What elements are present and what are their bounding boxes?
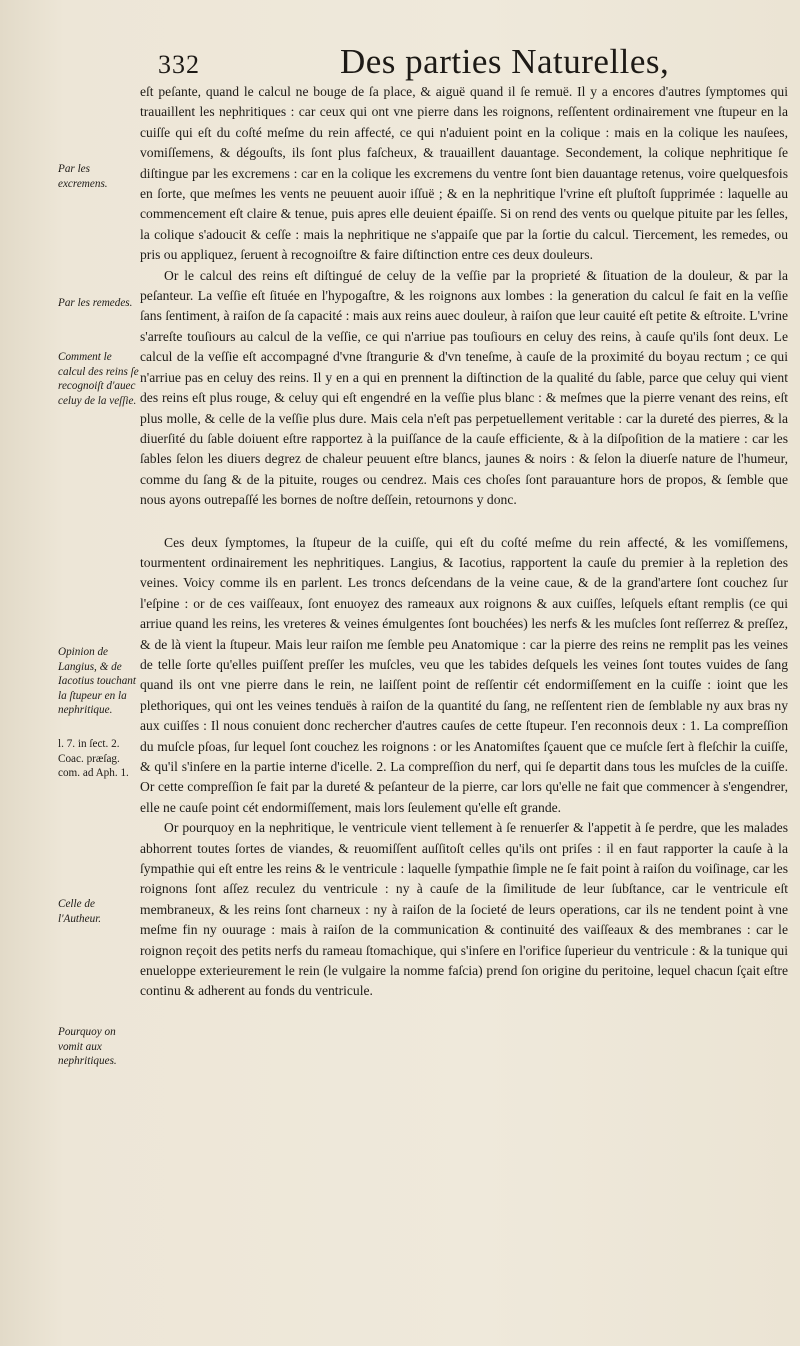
margin-note-excremens: Par les excremens.: [58, 163, 108, 190]
margin-note-calcul-reins: Comment le calcul des reins ſe recognoiſt d'auec celuy de la veſſie.: [58, 351, 139, 407]
margin-note-vomit: Pourquoy on vomit aux nephritiques.: [58, 1026, 117, 1067]
page-number: 332: [158, 50, 200, 79]
margin-note-reference: l. 7. in ſect. 2. Coac. præſag. com. ad Aph. 1.: [58, 738, 129, 779]
margin-note-remedes: Par les remedes.: [58, 297, 133, 309]
page-header: [150, 40, 670, 88]
running-title: Des parties Naturelles,: [340, 42, 670, 81]
paragraph: Or pourquoy en la nephritique, le ventricule vient tellement à ſe renuerſer & l'appetit à ſe perdre, que les malades abhorrent toutes ſortes de viandes, & reuomiſſent auſſitoſt celles qu'ils ont priſes : il en faut rapporter la cauſe à la ſympathie qui eſt entre les reins & le ventricule : laquelle ſympathie ſimple ne ſe fait point à raiſon du voiſinage, car les roignons ſont aſſez reculez du ventricule : ny à cauſe de la ſimilitude de leur ſubſtance, car le ventricule eſt membraneux, & les reins ſont charneux : ny à raiſon de la ſocieté de leurs operations, car ils ne tendent point à vne meſme fin ny ouurage : mais à raiſon de la communication & continuité des vaiſſeaux & des membranes : car le roignon reçoit des petits nerfs du rameau ſtomachique, qui s'inſere en l'orifice ſuperieur du ventricule : & la tunique qui enueloppe exterieurement le rein (le vulgaire la nomme faſcia) prend ſon origine du peritoine, lequel chacun ſçait eſtre continu & adherent au fonds du ventricule.: [140, 820, 788, 999]
paragraph: eſt peſante, quand le calcul ne bouge de ſa place, & aiguë quand il ſe remuë. Il y a encores d'autres ſymptomes qui trauaillent les nephritiques : car ceux qui ont vne pierre dans les roignons, reſſentent ordinairement vne ſtupeur en la cuiſſe qui eſt du coſté meſme du rein affecté, ce qui n'aduient point en la colique : mais en la colique les nauſees, vomiſſemens, & dégouſts, ils ſont plus faſcheux, & trauaillent dauantage. Secondement, la colique nephritique ſe diſtingue par les excremens : car en la colique les excremens du ventre ſont bien dauantage retenus, voire quelquesfois en ſorte, que meſmes les vents ne peuuent auoir iſſuë ; & en la nephritique l'vrine eſt pluſtoſt ſupprimée : laquelle au commencement eſt claire & tenue, puis apres elle deuient épaiſſe. Si on rend des vents ou quelque pituite par les ſelles, la colique s'adoucit & ceſſe : mais la nephritique ne s'appaiſe que par la ſortie du calcul. Tiercement, les remedes, ou pris ou appliquez, ſeruent à recognoiſtre & faire diſtinction entre ces deux douleurs.: [140, 84, 788, 263]
main-text: [140, 82, 788, 1002]
paragraph: Or le calcul des reins eſt diſtingué de celuy de la veſſie par la proprieté & ſituation de la douleur, & par la peſanteur. La veſſie eſt ſituée en l'hypogaſtre, & les roignons aux lombes : la generation du calcul ſe fait en la veſſie ſans ſentiment, à raiſon de ſa capacité : mais aux reins auec douleur, à raiſon que leur cauité eſt petite & eſtroite. L'vrine s'arreſte touſiours au calcul de la veſſie, ce qui n'arriue pas touſiours en celuy des reins, à cauſe qu'ils ſont deux. Le calcul de la veſſie eſt accompagné d'vne ſtrangurie & d'vn teneſme, à cauſe de la proximité du boyau rectum ; ce qui n'arriue pas en celuy des reins. Il y en a qui en prennent la diſtinction de la qualité du ſable, parce que celuy qui vient des reins eſt plus rouge, & celuy qui eſt engendré en la veſſie plus blanc : & meſmes que la pierre venant des reins, eſt plus molle, & celle de la veſſie plus dure. Mais cela n'eſt pas perpetuellement veritable : car la dureté des pierres, & la diuerſité du ſable doiuent eſtre rapportez à la puiſſance de la cauſe efficiente, & à la diſpoſition de la matiere : car les ſables ſelon les diuers degrez de chaleur peuuent eſtre blancs, jaunes & noirs : & ſelon la diuerſe nature de l'humeur, comme du ſang & de la pituite, rouges ou cendrez. Mais ces choſes ſont parauanture hors de propos, & ſemble que nous ayons outrepaſſé les bornes de noſtre deſſein, retournons y donc.: [140, 267, 788, 508]
paragraph: Ces deux ſymptomes, la ſtupeur de la cuiſſe, qui eſt du coſté meſme du rein affecté, & les vomiſſemens, tourmentent ordinairement les nephritiques. Langius, & Iacotius, rapportent la cauſe du premier à la repletion des veines. Voicy comme ils en parlent. Les troncs deſcendans de la veine caue, & de la grand'artere ſont couchez ſur l'eſpine : or de ces vaiſſeaux, ſont enuoyez des rameaux aux roignons & aux cuiſſes, leſquels eſtant remplis (ce qui arriue quand les reins, les vreteres & veines émulgentes ſont bouchées) les nerfs & les muſcles ſont reſſerrez & preſſez, & de là vient la ſtupeur. Mais leur raiſon me ſemble peu Anatomique : car la pierre des reins ne remplit pas les veines de telle ſorte qu'elles puiſſent preſſer les muſcles, veu que les tabides deſquels les veines ſont toutes vuides de ſang quand ils ont vne pierre dans le rein, ne laiſſent point de reſſentir cét endormiſſement en la cuiſſe : ioint que les plethoriques, qui ont les veines tenduës à raiſon de la quantité du ſang, ne reſſentent rien de ſemblable ny aux bras ny aux cuiſſes : Il nous conuient donc rechercher d'autres cauſes de cette ſtupeur. I'en reconnois deux : 1. La compreſſion du muſcle pſoas, ſur lequel ſont couchez les roignons : or les Anatomiſtes ſçauent que ce muſcle ſert à fleſchir la cuiſſe, & qu'il s'inſere en la partie interne d'icelle. 2. La compreſſion du nerf, qui ſe departit dans tous les muſcles de la cuiſſe. Or cette compreſſion ſe fait par la dureté & peſanteur de la pierre, car lors qu'elle ne fait que commencer à s'engendrer, elle ne cauſe point cét endormiſſement, mais lors ſeulement qu'elle eſt grande.: [140, 534, 788, 815]
margin-note-opinion-langius: Opinion de Langius, & de Iacotius touchant la ſtupeur en la nephritique.: [58, 646, 136, 716]
margin-note-autheur: Celle de l'Autheur.: [58, 898, 102, 925]
